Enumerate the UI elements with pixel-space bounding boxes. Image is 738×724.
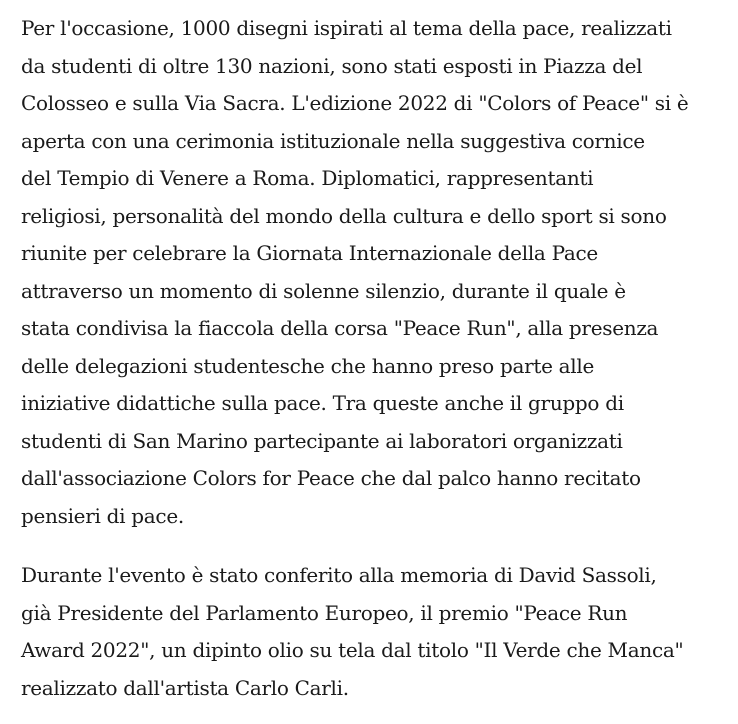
article-body: [21, 10, 733, 707]
text-line: studenti di San Marino partecipante ai laboratori organizzati: [21, 428, 623, 453]
text-line: iniziative didattiche sulla pace. Tra queste anche il gruppo di: [21, 391, 624, 415]
text-line: già Presidente del Parlamento Europeo, il premio "Peace Run: [21, 600, 628, 625]
text-line: Colosseo e sulla Via Sacra. L'edizione 2022 di "Colors of Peace" si è: [21, 91, 689, 115]
text-line: delle delegazioni studentesche che hanno preso parte alle: [21, 353, 595, 378]
text-line: realizzato dall'artista Carlo Carli.: [21, 675, 349, 700]
text-line: riunite per celebrare la Giornata Internazionale della Pace: [21, 241, 598, 265]
text-line: Award 2022", un dipinto olio su tela dal titolo "Il Verde che Manca": [21, 638, 684, 662]
text-line: dall'associazione Colors for Peace che dal palco hanno recitato: [21, 466, 641, 490]
text-line: attraverso un momento di solenne silenzio, durante il quale è: [21, 278, 626, 303]
text-line: del Tempio di Venere a Roma. Diplomatici, rappresentanti: [21, 166, 594, 190]
paragraph-1: [21, 10, 733, 535]
text-line: aperta con una cerimonia istituzionale nella suggestiva cornice: [21, 128, 645, 153]
text-line: da studenti di oltre 130 nazioni, sono stati esposti in Piazza del: [21, 53, 643, 78]
text-line: pensieri di pace.: [21, 503, 184, 528]
text-line: religiosi, personalità del mondo della cultura e dello sport si sono: [21, 203, 667, 228]
text-line: Durante l'evento è stato conferito alla memoria di David Sassoli,: [21, 563, 657, 587]
text-line: Per l'occasione, 1000 disegni ispirati al tema della pace, realizzati: [21, 16, 672, 40]
paragraph-2: [21, 557, 733, 707]
text-line: stata condivisa la fiaccola della corsa "Peace Run", alla presenza: [21, 316, 659, 340]
